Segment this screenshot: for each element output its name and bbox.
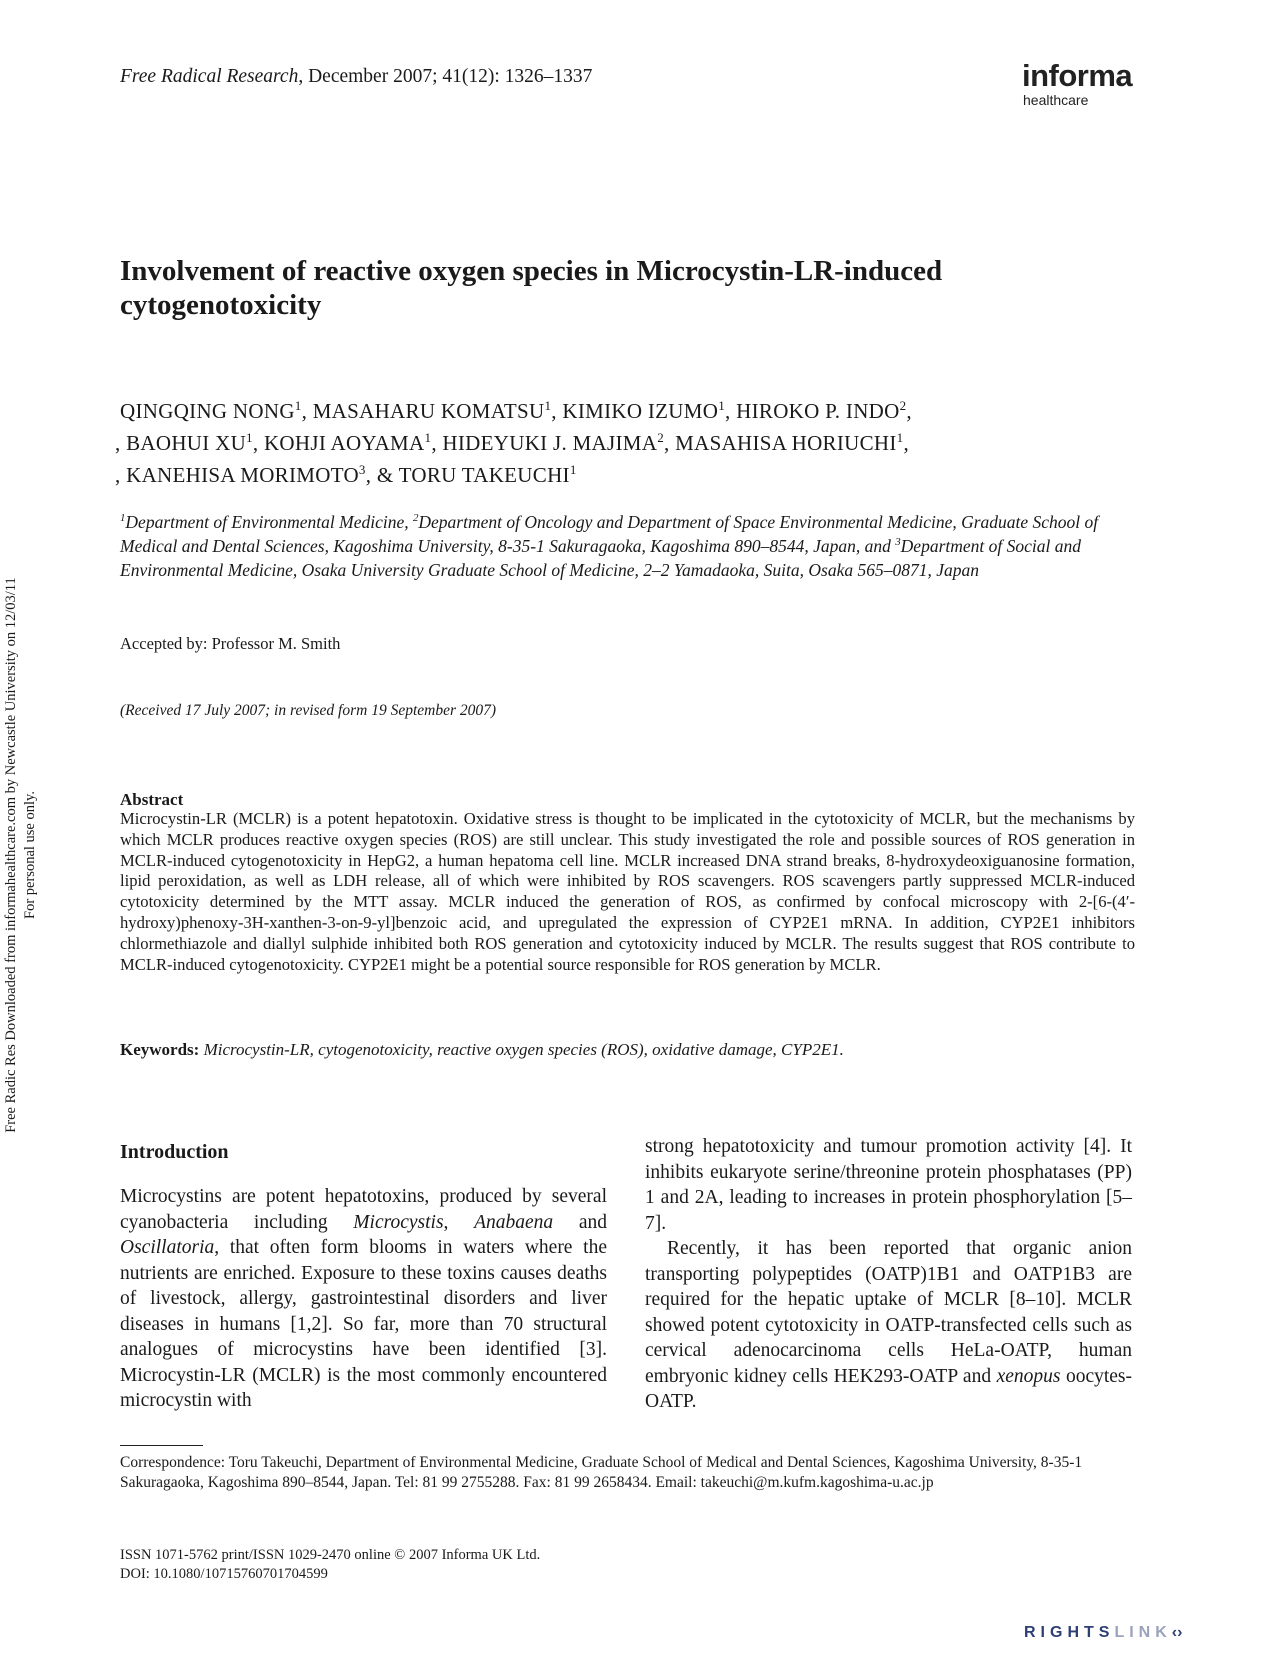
keywords-text: Microcystin-LR, cytogenotoxicity, reactive oxygen species (ROS), oxidative damage, CYP2E1. (199, 1040, 844, 1059)
author: , KOHJI AOYAMA (252, 431, 425, 455)
affil-mark: 2 (412, 512, 419, 525)
double-arrow-icon: ‹› (1171, 1624, 1183, 1641)
author-affil-mark: 1 (544, 398, 552, 413)
author-affil-mark: 1 (294, 398, 302, 413)
genus-name: Oscillatoria (120, 1237, 215, 1258)
affiliation-text: Department of Environmental Medicine, (125, 512, 413, 532)
body-paragraph: strong hepatotoxicity and tumour promotion activity [4]. It inhibits eukaryote serine/threonine protein phosphatases (PP) 1 and 2A, leading to increases in protein phosphorylation [5–7]. (645, 1136, 1132, 1234)
body-text: Microcystins are potent hepatotoxins, produced by several cyanobacteria including (120, 1186, 607, 1233)
accepted-by: Accepted by: Professor M. Smith (120, 634, 341, 653)
body-text: and (553, 1211, 608, 1233)
author: , MASAHARU KOMATSU (301, 399, 545, 423)
author-affil-mark: 3 (358, 462, 366, 477)
author-affil-mark: 1 (246, 430, 253, 445)
doi-line: DOI: 10.1080/10715760701704599 (120, 1565, 328, 1582)
journal-citation (120, 66, 592, 88)
informa-healthcare-logo (1022, 60, 1152, 108)
journal-name: Free Radical Research (120, 66, 299, 87)
received-dates: (Received 17 July 2007; in revised form 19 September 2007) (120, 702, 497, 719)
rightslink-word-a: RIGHTS (1024, 1624, 1115, 1641)
author-affil-mark: 2 (657, 430, 665, 445)
issn-line: ISSN 1071-5762 print/ISSN 1029-2470 online © 2007 Informa UK Ltd. (120, 1547, 541, 1563)
download-notice-margin (0, 0, 60, 1655)
author: , MASAHISA HORIUCHI (664, 431, 897, 455)
affiliations (120, 510, 1135, 582)
author-affil-mark: 1 (569, 462, 577, 477)
author: , BAOHUI XU (115, 431, 247, 455)
article-title: Involvement of reactive oxygen species in Microcystin-LR-induced cytogenotoxicity (120, 255, 943, 321)
introduction-heading: Introduction (120, 1141, 229, 1163)
author: , KANEHISA MORIMOTO (115, 463, 359, 487)
affil-mark: 3 (895, 536, 901, 549)
keywords-label: Keywords: (120, 1040, 200, 1059)
personal-use-line: For personal use only. (22, 791, 38, 919)
correspondence-note: Correspondence: Toru Takeuchi, Department of Environmental Medicine, Graduate School of Medical and Dental Sciences, Kagoshima University, 8-35-1 Sakuragaoka, Kagoshima 890–8544, Japan. Tel: 81 99 2755288. Fax: 81 99 2658434. Email: takeuchi@m.kufm.kagoshima-u.ac.jp (120, 1454, 1083, 1491)
body-text: , (443, 1211, 475, 1233)
affiliation-text: Department of Social and Environmental Medicine, Osaka University Graduate School of Medicine, 2–2 Yamadaoka, Suita, Osaka 565–0871, Japan (120, 536, 1081, 580)
body-paragraph (645, 1236, 1132, 1415)
body-text: , that often form blooms in waters where the nutrients are enriched. Exposure to these toxins causes deaths of livestock, allergy, gastrointestinal disorders and liver diseases in humans [1,2]. So far, more than 70 structural analogues of microcystins have been identified [3]. Microcystin-LR (MCLR) is the most commonly encountered microcystin with (120, 1237, 607, 1411)
abstract-heading: Abstract (120, 790, 184, 809)
rightslink-logo[interactable] (1024, 1624, 1254, 1654)
author-affil-mark: 1 (896, 430, 904, 445)
genus-name: Microcystis (353, 1211, 444, 1233)
author: , HIDEYUKI J. MAJIMA (431, 431, 658, 455)
journal-issue-info: , December 2007; 41(12): 1326–1337 (298, 66, 593, 87)
body-text: oocytes-OATP. (645, 1365, 1132, 1412)
rightslink-wordmark (1024, 1624, 1254, 1642)
keywords (120, 1040, 1140, 1060)
species-name: xenopus (996, 1365, 1061, 1387)
rightslink-word-b: LINK (1114, 1624, 1172, 1641)
author-list-punct: , (906, 399, 912, 423)
issn-doi-block (120, 1546, 820, 1583)
author: QINGQING NONG (120, 399, 295, 423)
download-notice-line: Free Radic Res Downloaded from informahealthcare.com by Newcastle University on 12/03/11 (3, 577, 19, 1133)
intro-column-right (645, 1134, 1132, 1415)
author-list (115, 395, 1140, 491)
affil-mark: 1 (120, 512, 126, 525)
author: , & TORU TAKEUCHI (365, 463, 570, 487)
genus-name: Anabaena (474, 1211, 554, 1233)
logo-main-text: informa (1022, 58, 1133, 93)
author-affil-mark: 1 (424, 430, 432, 445)
body-text: Recently, it has been reported that organic anion transporting polypeptides (OATP)1B1 and OATP1B3 are required for the hepatic uptake of MCLR [8–10]. MCLR showed potent cytotoxicity in OATP-transfected cells such as cervical adenocarcinoma cells HeLa-OATP, human embryonic kidney cells HEK293-OATP and (645, 1238, 1132, 1387)
author-affil-mark: 2 (899, 398, 907, 413)
author: , KIMIKO IZUMO (551, 399, 719, 423)
author: , HIROKO P. INDO (725, 399, 900, 423)
author-affil-mark: 1 (718, 398, 726, 413)
intro-column-left (120, 1184, 607, 1414)
download-notice (2, 577, 40, 1133)
affiliation-text: Department of Oncology and Department of Space Environmental Medicine, Graduate School of Medical and Dental Sciences, Kagoshima University, 8-35-1 Sakuragaoka, Kagoshima 890–8544, Japan, and (120, 512, 1099, 556)
abstract-text: Microcystin-LR (MCLR) is a potent hepatotoxin. Oxidative stress is thought to be implicated in the cytotoxicity of MCLR, but the mechanisms by which MCLR produces reactive oxygen species (ROS) are still unclear. This study investigated the role and possible sources of ROS generation in MCLR-induced cytogenotoxicity in HepG2, a human hepatoma cell line. MCLR increased DNA strand breaks, 8-hydroxydeoxiguanosine formation, lipid peroxidation, as well as LDH release, all of which were inhibited by ROS scavengers. ROS scavengers partly suppressed MCLR-induced cytotoxicity determined by the MTT assay. MCLR induced the generation of ROS, as confirmed by confocal microscopy with 2-[6-(4′-hydroxy)phenoxy-3H-xanthen-3-on-9-yl]benzoic acid, and upregulated the expression of CYP2E1 mRNA. In addition, CYP2E1 inhibitors chlormethiazole and diallyl sulphide inhibited both ROS generation and cytotoxicity induced by MCLR. The results suggest that ROS contribute to MCLR-induced cytogenotoxicity. CYP2E1 might be a potential source responsible for ROS generation by MCLR. (120, 809, 1135, 974)
logo-sub-text: healthcare (1023, 92, 1089, 108)
footnote-divider (120, 1445, 203, 1446)
author-list-punct: , (903, 431, 910, 455)
